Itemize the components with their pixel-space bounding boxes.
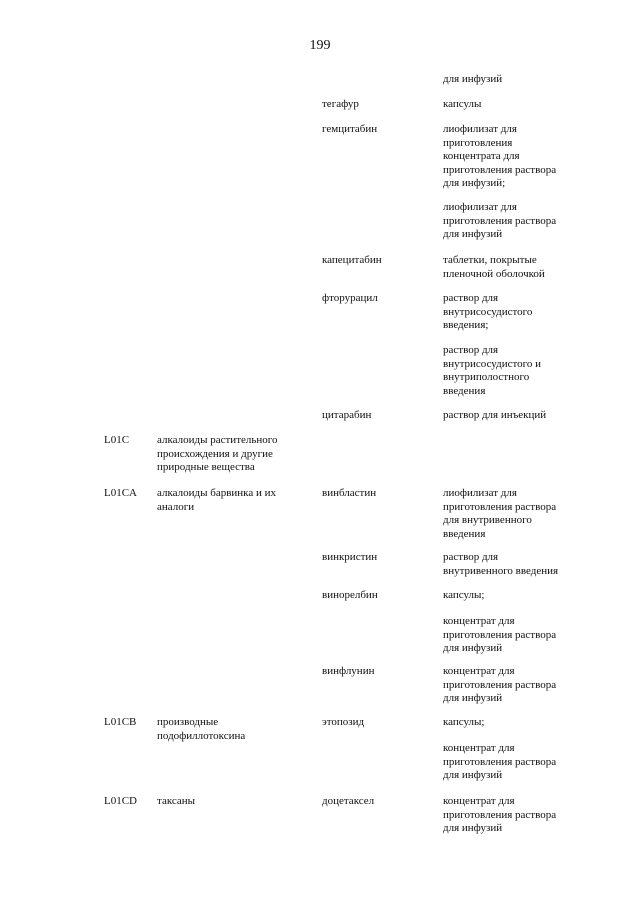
dosage-form: концентрат для приготовления раствора для инфузий xyxy=(443,742,557,781)
atc-code: L01C xyxy=(104,434,130,446)
dosage-form: концентрат для приготовления раствора для инфузий xyxy=(443,615,557,654)
drug-name: винкристин xyxy=(322,551,378,563)
dosage-form: лиофилизат для приготовления концентрата для приготовления раствора для инфузий; xyxy=(443,123,557,189)
dosage-form: лиофилизат для приготовления раствора для внутривенного введения xyxy=(443,487,557,540)
atc-code: L01CB xyxy=(104,716,137,728)
page-number: 199 xyxy=(309,38,331,53)
dosage-form: раствор для внутривенного введения xyxy=(443,551,559,577)
drug-name: тегафур xyxy=(322,98,359,110)
atc-group: производные подофиллотоксина xyxy=(157,716,246,742)
dosage-form: капсулы xyxy=(443,98,482,110)
atc-group: алкалоиды барвинка и их аналоги xyxy=(157,487,277,513)
drug-name: фторурацил xyxy=(322,292,378,304)
atc-code: L01CA xyxy=(104,487,137,499)
dosage-form: концентрат для приготовления раствора для инфузий xyxy=(443,665,557,704)
atc-group: таксаны xyxy=(157,795,196,807)
drug-name: этопозид xyxy=(322,716,365,728)
dosage-form: лиофилизат для приготовления раствора для инфузий xyxy=(443,201,557,240)
drug-name: винфлунин xyxy=(322,665,375,677)
drug-name: доцетаксел xyxy=(322,795,375,807)
atc-group: алкалоиды растительного происхождения и другие природные вещества xyxy=(157,434,278,473)
drug-name: гемцитабин xyxy=(322,123,378,135)
dosage-form: раствор для внутрисосудистого и внутриполостного введения xyxy=(443,344,542,397)
drug-name: цитарабин xyxy=(322,409,372,421)
dosage-form: раствор для внутрисосудистого введения; xyxy=(443,292,533,331)
dosage-form: капсулы; xyxy=(443,589,485,601)
dosage-form: раствор для инъекций xyxy=(443,409,547,421)
drug-name: капецитабин xyxy=(322,254,382,266)
dosage-form: концентрат для приготовления раствора для инфузий xyxy=(443,795,557,834)
atc-code: L01CD xyxy=(104,795,137,807)
dosage-form: капсулы; xyxy=(443,716,485,728)
drug-name: винорелбин xyxy=(322,589,378,601)
dosage-form: таблетки, покрытые пленочной оболочкой xyxy=(443,254,545,280)
dosage-form: для инфузий xyxy=(443,73,503,85)
drug-name: винбластин xyxy=(322,487,377,499)
